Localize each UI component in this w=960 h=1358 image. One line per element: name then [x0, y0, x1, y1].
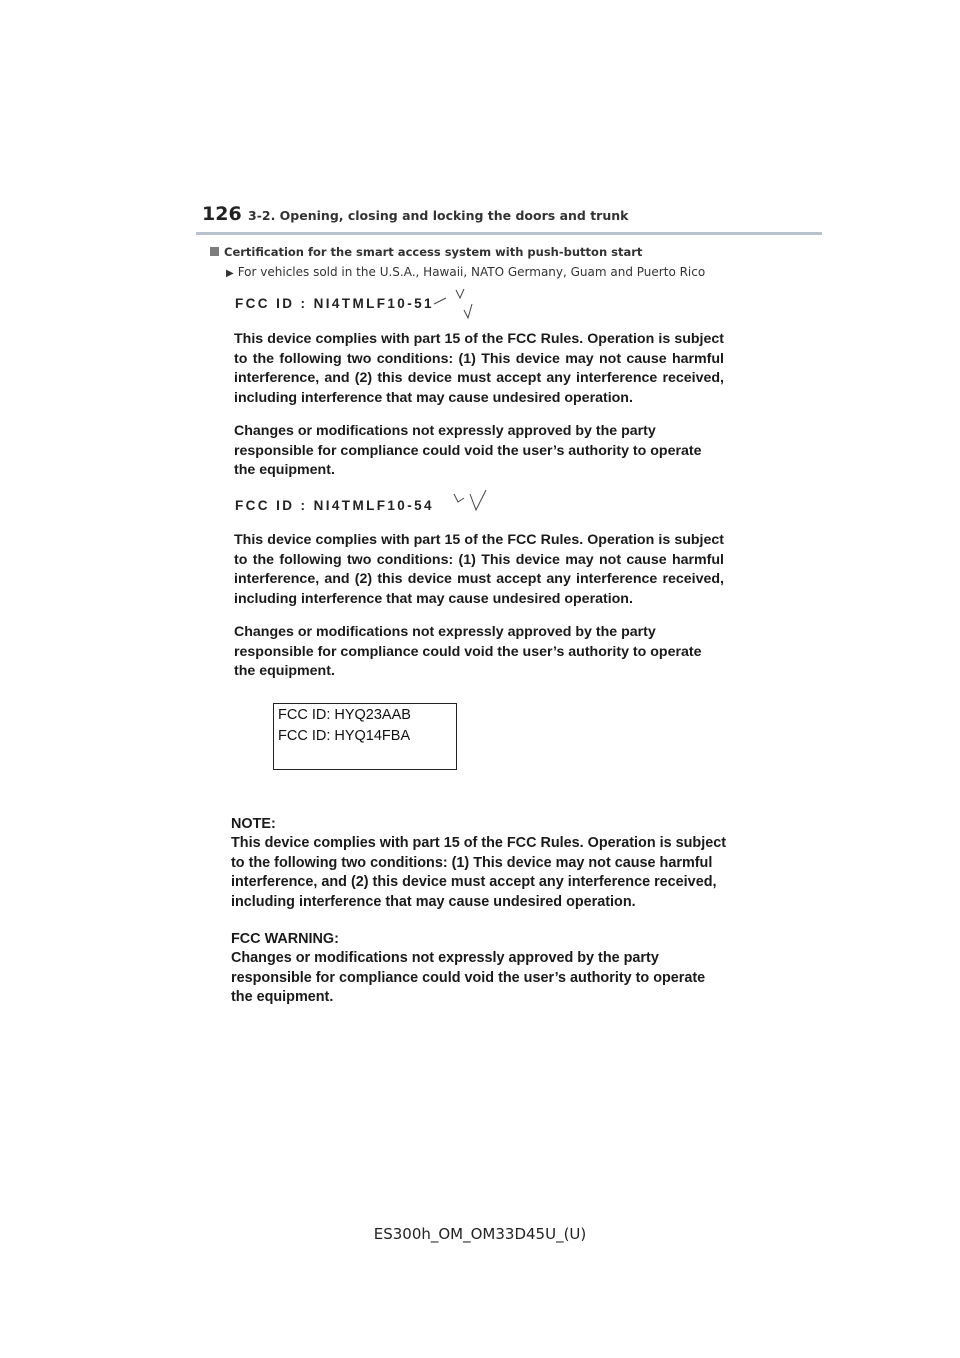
compliance-text-1: This device complies with part 15 of the FCC Rules. Operation is subject to the following two conditions: (1) This device may not cause harmful interference, and (2) this device must accept any interference received, including interference that may cause undesired operation.: [234, 331, 724, 406]
fcc-id-line-1: FCC ID: HYQ23AAB: [278, 707, 411, 723]
header-rule: [196, 232, 822, 235]
changes-text-2: Changes or modifications not expressly approved by the party responsible for compliance could void the user’s authority to operate the equipment.: [234, 624, 702, 679]
subsection-title: For vehicles sold in the U.S.A., Hawaii, NATO Germany, Guam and Puerto Rico: [237, 265, 706, 279]
document-code: ES300h_OM_OM33D45U_(U): [373, 1225, 587, 1243]
section-title: Certification for the smart access system with push-button start: [224, 245, 643, 259]
compliance-text-2: This device complies with part 15 of the FCC Rules. Operation is subject to the following two conditions: (1) This device may not cause harmful interference, and (2) this device must accept any interference received, including interference that may cause undesired operation.: [234, 532, 724, 607]
section-heading: [210, 245, 642, 259]
page-header: [0, 0, 960, 240]
page-number: 126: [202, 203, 242, 225]
note-heading: NOTE:: [231, 816, 276, 832]
fcc-id-label-1: FCC ID : NI4TMLF10-51: [235, 296, 434, 311]
fcc-id-line-2: FCC ID: HYQ14FBA: [278, 728, 411, 744]
subsection-heading: [226, 265, 705, 279]
handwritten-check-mark: [420, 286, 490, 326]
triangle-bullet-icon: ▶: [226, 268, 234, 279]
handwritten-check-mark: [450, 488, 520, 518]
changes-text-1: Changes or modifications not expressly approved by the party responsible for compliance could void the user’s authority to operate the equipment.: [234, 423, 702, 478]
note-text: This device complies with part 15 of the FCC Rules. Operation is subject to the following two conditions: (1) This device may not cause harmful interference, and (2) this device must accept any interference received, including interference that may cause undesired operation.: [231, 835, 726, 910]
fcc-id-box: [273, 703, 457, 770]
warning-text: Changes or modifications not expressly approved by the party responsible for compliance could void the user’s authority to operate the equipment.: [231, 950, 706, 1005]
square-bullet-icon: [210, 247, 219, 256]
chapter-title: 3-2. Opening, closing and locking the doors and trunk: [248, 208, 629, 223]
warning-heading: FCC WARNING:: [231, 931, 339, 947]
fcc-id-label-2: FCC ID : NI4TMLF10-54: [235, 498, 434, 513]
